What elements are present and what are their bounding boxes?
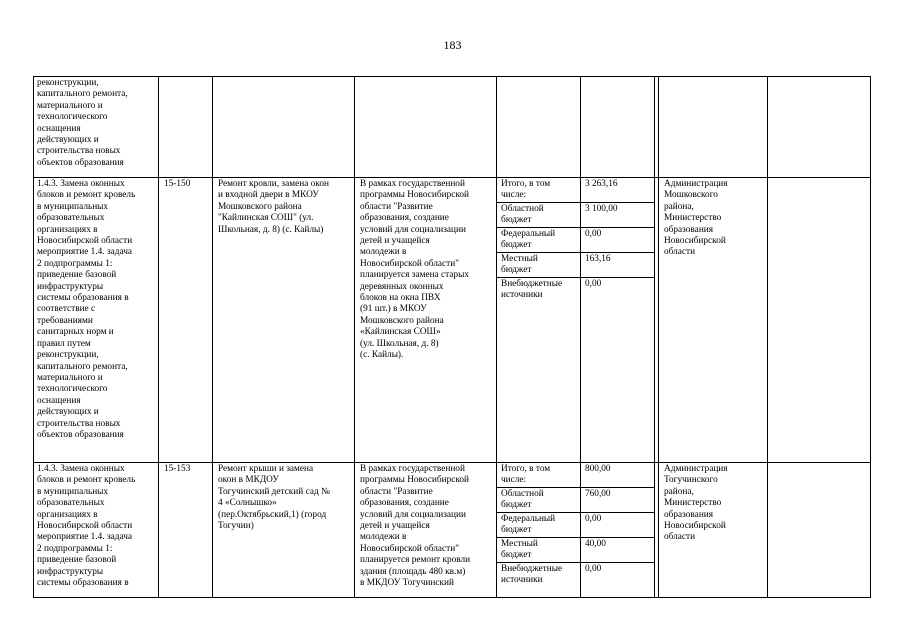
row-2-executor-cell: Администрация Тогучинского района, Министерство образования Новосибирской области — [664, 464, 728, 543]
column-divider — [496, 77, 497, 597]
row-2-source-local-label: Местный бюджет — [501, 539, 538, 561]
row-2-source-federal-label: Федеральный бюджет — [501, 514, 556, 536]
row-1-source-extrabudget-label: Внебюджетные источники — [501, 279, 563, 301]
row-2-source-federal-value: 0,00 — [585, 514, 602, 524]
row-1-source-local-value: 163,16 — [585, 254, 611, 264]
row-2-source-extrabudget-value: 0,00 — [585, 564, 602, 574]
row-1-source-regional-value: 3 100,00 — [585, 204, 618, 214]
row-1-source-extrabudget-value: 0,00 — [585, 279, 602, 289]
source-divider — [496, 512, 654, 513]
row-1-work-cell: Ремонт кровли, замена окон и входной двери в МКОУ Мошковского района "Кайлинская СОШ" (ул. Школьная, д. 8) (с. Кайлы) — [218, 179, 329, 235]
row-2-source-total-value: 800,00 — [585, 464, 611, 474]
row-2-source-regional-label: Областной бюджет — [501, 489, 544, 511]
column-divider — [158, 77, 159, 597]
row-1-source-federal-value: 0,00 — [585, 229, 602, 239]
row-2-name-cell: 1.4.3. Замена оконных блоков и ремонт кровель в муниципальных образовательных организациях в Новосибирской области мероприятие 1.4. задача 2 подпрограммы 1: приведение базовой инфраструктуры системы образования в — [37, 464, 136, 589]
source-divider — [496, 277, 654, 278]
column-divider — [658, 77, 659, 597]
column-divider — [654, 77, 655, 597]
source-divider — [496, 487, 654, 488]
column-divider — [767, 77, 768, 597]
source-divider — [496, 537, 654, 538]
page-number: 183 — [443, 38, 462, 52]
column-divider — [580, 77, 581, 597]
row-1-source-local-label: Местный бюджет — [501, 254, 538, 276]
row-2-work-cell: Ремонт крыши и замена окон в МКДОУ Тогучинский детский сад № 4 «Солнышко» (пер.Октябрьский,1) (город Тогучин) — [218, 464, 330, 532]
row-2-source-extrabudget-label: Внебюджетные источники — [501, 564, 563, 586]
continuation-name-cell: реконструкции, капитального ремонта, материального и технологического оснащения действующих и строительства новых объектов образования — [37, 78, 128, 168]
row-1-source-total-label: Итого, в том числе: — [501, 179, 551, 201]
source-divider — [496, 202, 654, 203]
row-2-source-regional-value: 760,00 — [585, 489, 611, 499]
row-1-source-regional-label: Областной бюджет — [501, 204, 544, 226]
row-1-source-federal-label: Федеральный бюджет — [501, 229, 556, 251]
row-2-program-cell: В рамках государственной программы Новосибирской области "Развитие образования, создание условий для социализации детей и учащейся молодежи в Новосибирской области" планируется ремонт кровли здания (площадь 480 кв.м) в МКДОУ Тогучинский — [360, 464, 471, 589]
row-divider — [34, 462, 870, 463]
source-divider — [496, 252, 654, 253]
source-divider — [496, 562, 654, 563]
row-2-source-total-label: Итого, в том числе: — [501, 464, 551, 486]
funding-table — [33, 76, 871, 598]
row-1-source-total-value: 3 263,16 — [585, 179, 618, 189]
row-1-name-cell: 1.4.3. Замена оконных блоков и ремонт кровель в муниципальных образовательных организациях в Новосибирской области мероприятие 1.4. задача 2 подпрограммы 1: приведение базовой инфраструктуры системы образования в соответствие с требованиями санитарных норм и правил путем реконструкции, капитального ремонта, материального и технологического оснащения действующих и строительства новых объектов образования — [37, 179, 136, 440]
row-divider — [34, 177, 870, 178]
row-1-executor-cell: Администрация Мошковского района, Министерство образования Новосибирской области — [664, 179, 728, 258]
row-1-code-cell: 15-150 — [164, 179, 191, 189]
row-2-code-cell: 15-153 — [164, 464, 191, 474]
column-divider — [212, 77, 213, 597]
row-1-program-cell: В рамках государственной программы Новосибирской области "Развитие образования, создание условий для социализации детей и учащейся молодежи в Новосибирской области" планируется замена старых деревянных оконных блоков на окна ПВХ (91 шт.) в МКОУ Мошковского района «Кайлинская СОШ» (ул. Школьная, д. 8) (с. Кайлы). — [360, 179, 470, 361]
source-divider — [496, 227, 654, 228]
column-divider — [354, 77, 355, 597]
row-2-source-local-value: 40,00 — [585, 539, 606, 549]
